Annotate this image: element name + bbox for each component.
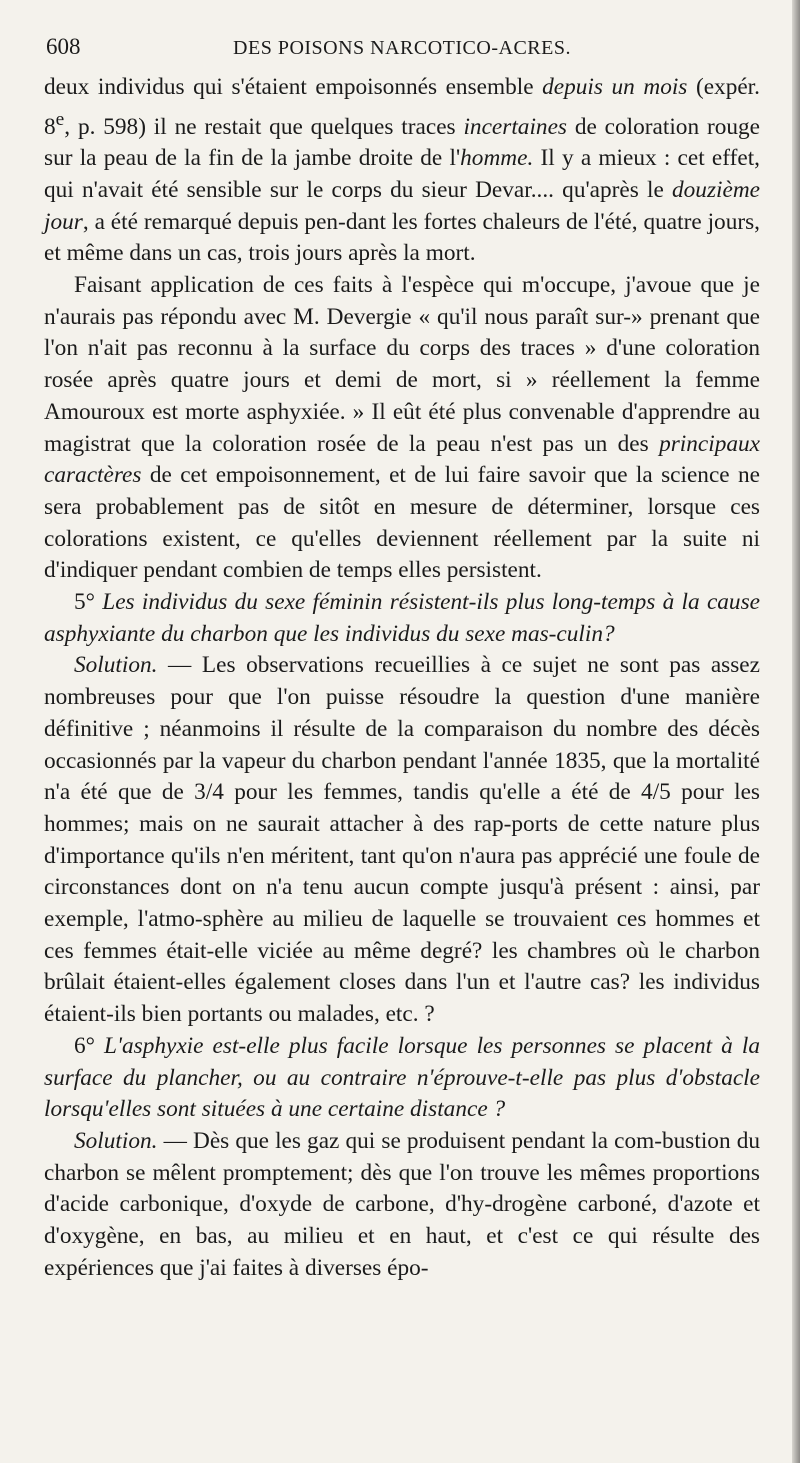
page-body: [44, 72, 760, 1284]
question-number: 5°: [74, 589, 95, 616]
solution-text: — Dès que les gaz qui se produisent pendant la com-bustion du charbon se mêlent promptement; dès que l'on trouve les mêmes proportions d'acide carbonique, d'oxyde de carbone, d'hy-drogène carboné, d'azote et d'oxygène, en bas, au milieu et en haut, et c'est ce qui résulte des expériences que j'ai faites à diverses épo-: [44, 1127, 760, 1281]
solution-text: — Les observations recueillies à ce sujet ne sont pas assez nombreuses pour que l'on puisse résoudre la question d'une manière définitive ; néanmoins il résulte de la comparaison du nombre des décès occasionnés par la vapeur du charbon pendant l'année 1835, que la mortalité n'a été que de 3/4 pour les femmes, tandis qu'elle a été de 4/5 pour les hommes; mais on ne saurait attacher à des rap-ports de cette nature plus d'importance qu'ils n'en méritent, tant qu'on n'aura pas apprécié une foule de circonstances dont on n'a tenu aucun compte jusqu'à présent : ainsi, par exemple, l'atmo-sphère au milieu de laquelle se trouvaient ces hommes et ces femmes était-elle viciée au même degré? les chambres où le charbon brûlait étaient-elles également closes dans l'un et l'autre cas? les individus étaient-ils bien portants ou malades, etc. ?: [44, 652, 760, 1028]
question-text: L'asphyxie est-elle plus facile lorsque les personnes se placent à la surface du plancher, ou au contraire n'éprouve-t-elle pas plus d'obstacle lorsqu'elles sont situées à une certaine distance ?: [44, 1032, 760, 1123]
solution-5: [44, 650, 760, 1030]
solution-6: [44, 1126, 760, 1285]
question-6: [44, 1031, 760, 1126]
paragraph-1: deux individus qui s'étaient empoisonnés ensemble depuis un mois (expér. 8e, p. 598) il ne restait que quelques traces incertaines de coloration rouge sur la peau de la fin de la jambe droite de l'homme. Il y a mieux : cet effet, qui n'avait été sensible sur le corps du sieur Devar.... qu'après le douzième jour, a été remarqué depuis pen-dant les fortes chaleurs de l'été, quatre jours, et même dans un cas, trois jours après la mort.: [44, 74, 761, 267]
page-edge-shadow: [792, 0, 800, 1463]
running-title: DES POISONS NARCOTICO-ACRES.: [233, 37, 571, 59]
question-5: [44, 587, 760, 650]
paragraph-2: Faisant application de ces faits à l'espèce qui m'occupe, j'avoue que je n'aurais pas répondu avec M. Devergie « qu'il nous paraît sur-» prenant que l'on n'ait pas reconnu à la surface du corps des traces » d'une coloration rosée après quatre jours et demi de mort, si » réellement la femme Amouroux est morte asphyxiée. » Il eût été plus convenable d'apprendre au magistrat que la coloration rosée de la peau n'est pas un des principaux caractères de cet empoisonnement, et de lui faire savoir que la science ne sera probablement pas de sitôt en mesure de déterminer, lorsque ces colorations existent, ce qu'elles deviennent réellement par la suite ni d'indiquer pendant combien de temps elles persistent.: [44, 271, 760, 584]
question-text: Les individus du sexe féminin résistent-ils plus long-temps à la cause asphyxiante du charbon que les individus du sexe mas-culin?: [44, 589, 760, 647]
solution-label: Solution.: [74, 652, 158, 679]
page-header: [44, 28, 760, 72]
solution-label: Solution.: [74, 1127, 158, 1154]
question-number: 6°: [74, 1032, 95, 1059]
page-number: 608: [46, 34, 81, 59]
